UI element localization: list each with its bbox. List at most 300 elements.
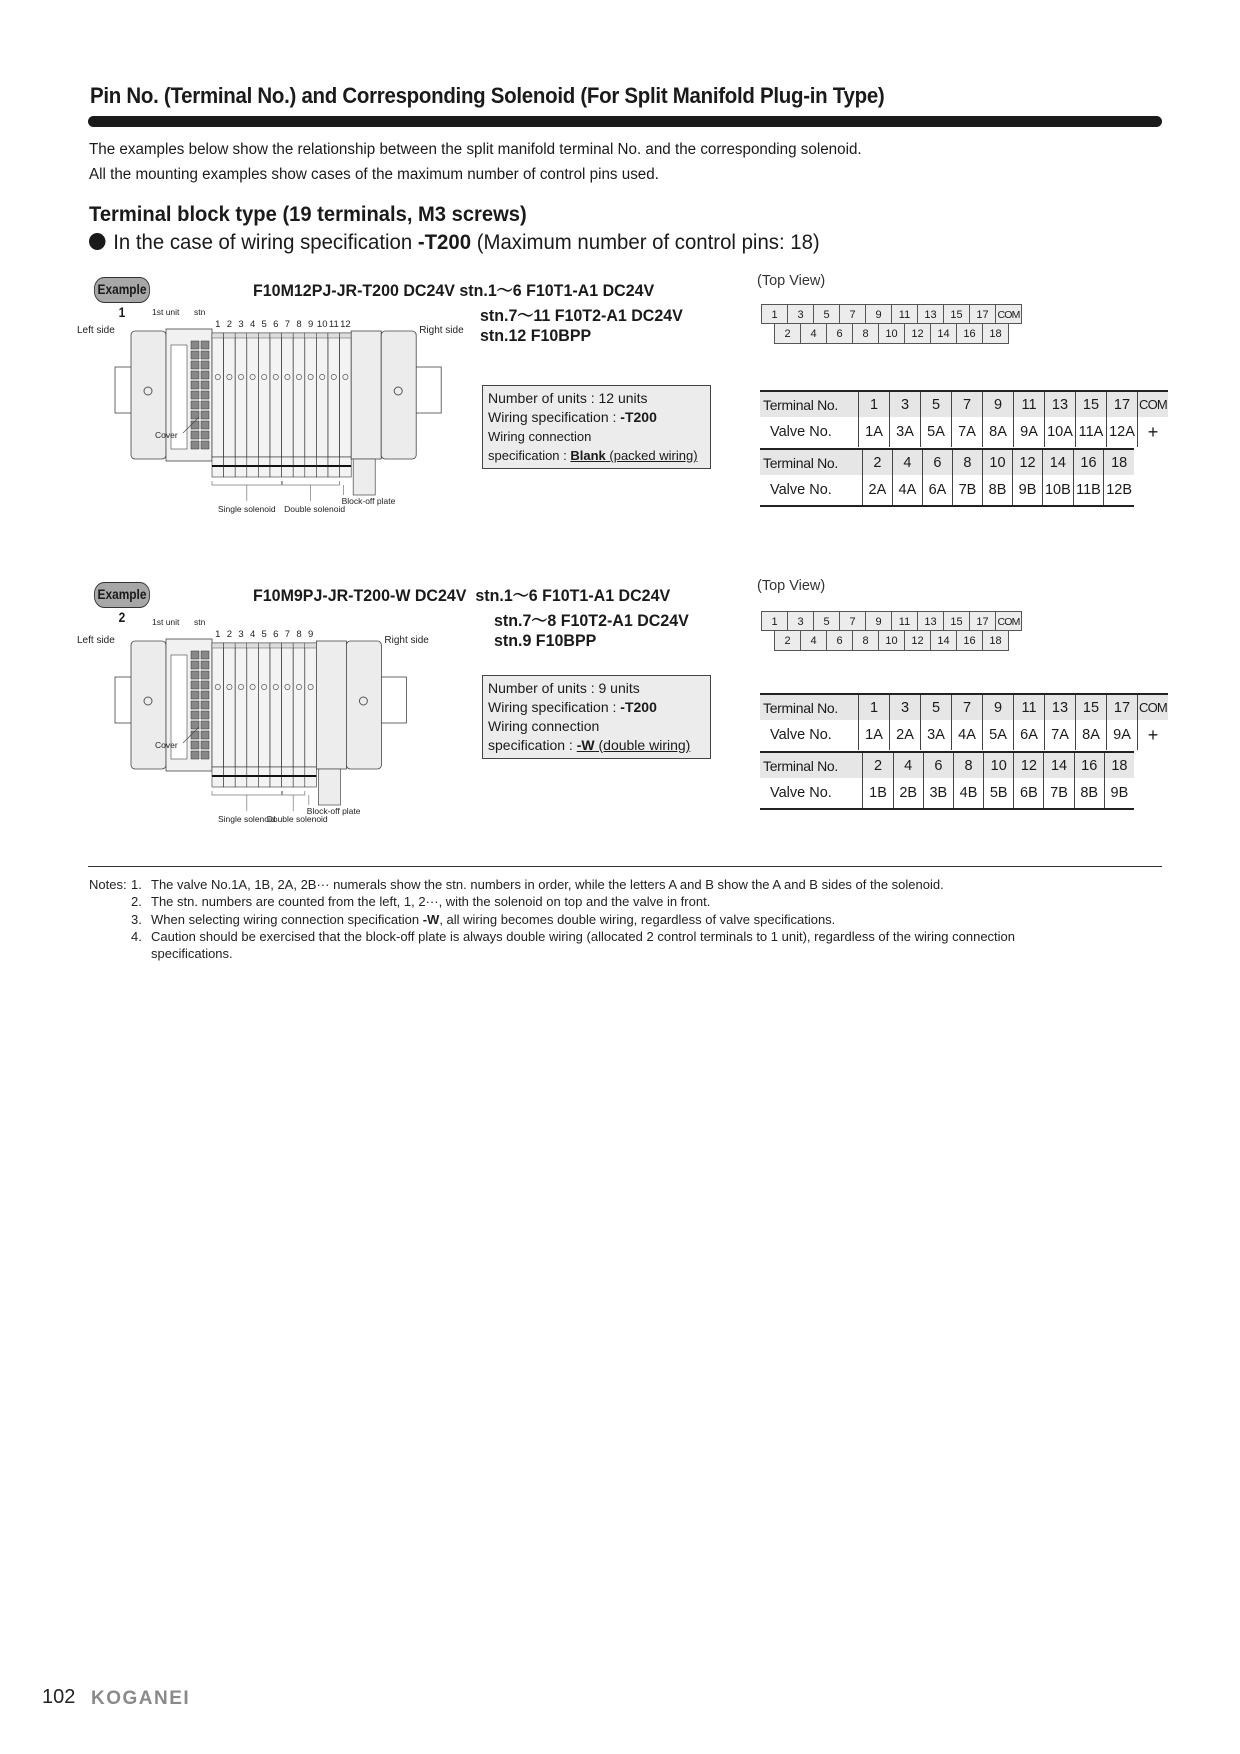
top-view-terminal: 6 — [826, 324, 853, 344]
stn-label: stn — [194, 617, 206, 627]
valve-label: Valve No. — [770, 785, 832, 801]
terminal-label: Terminal No. — [760, 449, 862, 475]
spec-units: Number of units : 9 units — [488, 680, 640, 696]
stn-label: stn — [194, 307, 206, 317]
valve-number-cell: 8B — [982, 475, 1012, 506]
terminal-number-cell: 12 — [1013, 449, 1043, 475]
terminal-label: Terminal No. — [760, 391, 859, 417]
supply-block — [316, 641, 346, 769]
station-unit — [282, 333, 294, 477]
terminal-number-cell: 3 — [890, 391, 921, 417]
station-body — [224, 333, 236, 457]
station-unit — [235, 643, 247, 787]
terminal-screw-icon — [201, 391, 209, 399]
ab-label-strip — [282, 333, 294, 338]
station-unit — [340, 333, 352, 477]
spec-conn-note: (packed wiring) — [605, 448, 698, 463]
top-view-terminal: 14 — [930, 324, 957, 344]
note-1 — [89, 876, 1169, 893]
station-body — [247, 333, 259, 457]
terminal-number-cell: 5 — [921, 391, 952, 417]
ab-label-strip — [224, 643, 236, 648]
terminal-screw-icon — [201, 421, 209, 429]
station-body — [247, 643, 259, 767]
top-view-terminal: 8 — [852, 324, 879, 344]
example-1-spec-box — [482, 385, 711, 469]
supply-block — [351, 331, 381, 459]
terminal-screw-icon — [201, 351, 209, 359]
station-number: 2 — [226, 319, 233, 330]
terminal-number-cell: COM — [1138, 694, 1169, 720]
example-1-model-line-1: F10M12PJ-JR-T200 DC24V stn.1〜6 F10T1-A1 DC24V — [253, 282, 655, 300]
top-view-terminal: 18 — [982, 324, 1009, 344]
top-view-terminal: 11 — [891, 611, 918, 631]
terminal-screw-icon — [201, 361, 209, 369]
station-number: 11 — [328, 319, 339, 330]
example-2-top-view-top-row — [762, 611, 1022, 631]
valve-number-cell: 7B — [952, 475, 982, 506]
valve-number-cell: 5B — [984, 778, 1014, 809]
example-2-model-line-3: stn.9 F10BPP — [494, 632, 597, 650]
terminal-screw-icon — [201, 731, 209, 739]
station-unit — [235, 333, 247, 477]
ab-label-strip — [258, 643, 270, 648]
odd-terminal-table — [760, 390, 1168, 447]
note-text-pre: When selecting wiring connection specification — [151, 911, 423, 927]
station-body — [258, 333, 270, 457]
example-1-top-view-top-row — [762, 304, 1022, 324]
bullet-icon — [89, 233, 105, 250]
terminal-number-cell: 14 — [1044, 752, 1074, 778]
station-unit — [247, 643, 259, 787]
terminal-screw-icon — [201, 661, 209, 669]
station-body — [293, 333, 305, 457]
station-number: 7 — [284, 319, 291, 330]
valve-number-cell: 3A — [890, 417, 921, 447]
top-view-terminal: 4 — [800, 631, 827, 651]
terminal-screw-icon — [191, 681, 199, 689]
top-view-terminal: 9 — [865, 611, 892, 631]
station-unit — [316, 333, 328, 477]
valve-number-cell: 3B — [923, 778, 953, 809]
station-number: 6 — [273, 319, 279, 330]
even-terminal-table — [760, 448, 1134, 507]
terminal-screw-icon — [201, 681, 209, 689]
single-solenoid-label: Single solenoid — [217, 814, 276, 824]
ab-label-strip — [247, 333, 259, 338]
terminal-screw-icon — [201, 701, 209, 709]
terminal-screw-icon — [201, 741, 209, 749]
terminal-screw-icon — [191, 741, 199, 749]
spec-conn-note: (double wiring) — [594, 737, 691, 753]
top-view-terminal: 13 — [917, 304, 944, 324]
terminal-label: Terminal No. — [760, 752, 863, 778]
terminal-number-cell: 12 — [1014, 752, 1044, 778]
terminal-number-cell: 7 — [952, 694, 983, 720]
top-view-terminal: 10 — [878, 324, 905, 344]
spec-conn-line1: Wiring connection — [488, 429, 592, 444]
ab-label-strip — [305, 643, 317, 648]
top-view-terminal: 3 — [787, 304, 814, 324]
terminal-number-cell: 4 — [892, 449, 922, 475]
station-number: 4 — [249, 629, 256, 640]
case-code: -T200 — [417, 231, 472, 254]
top-view-terminal: 16 — [956, 631, 983, 651]
terminal-screw-icon — [201, 381, 209, 389]
station-body — [258, 643, 270, 767]
valve-label: Valve No. — [770, 424, 832, 440]
valve-number-cell: 6A — [1014, 720, 1045, 750]
case-suffix: (Maximum number of control pins: 18) — [471, 231, 820, 254]
ab-label-strip — [293, 643, 305, 648]
spec-conn — [488, 736, 705, 755]
terminal-number-cell: 4 — [893, 752, 923, 778]
station-unit — [305, 333, 317, 477]
valve-number-cell: 3A — [921, 720, 952, 750]
terminal-screw-icon — [191, 431, 199, 439]
station-number: 6 — [273, 629, 279, 640]
top-view-terminal: 9 — [865, 304, 892, 324]
station-body — [235, 333, 247, 457]
station-number: 2 — [226, 629, 233, 640]
note-text: The stn. numbers are counted from the left, 1, 2···, with the solenoid on top and the valve in front. — [151, 894, 711, 910]
ab-label-strip — [235, 643, 247, 648]
valve-label: Valve No. — [770, 727, 832, 743]
example-2-manifold-diagram — [75, 615, 475, 855]
valve-number-cell: 4A — [892, 475, 922, 506]
station-number: 9 — [307, 629, 314, 640]
odd-terminal-table — [760, 693, 1168, 750]
top-view-terminal: 2 — [774, 631, 801, 651]
note-number: 1. — [131, 877, 142, 892]
terminal-number-cell: 18 — [1104, 449, 1134, 475]
top-view-terminal: 16 — [956, 324, 983, 344]
terminal-number-cell: 3 — [890, 694, 921, 720]
valve-number-cell: + — [1138, 720, 1169, 750]
terminal-screw-icon — [191, 401, 199, 409]
terminal-number-cell: 11 — [1014, 391, 1045, 417]
station-body — [305, 643, 317, 767]
case-prefix: In the case of wiring specification — [113, 231, 418, 254]
terminal-screw-icon — [201, 721, 209, 729]
terminal-number-cell: COM — [1138, 391, 1169, 417]
terminal-number-cell: 9 — [983, 391, 1014, 417]
station-unit — [293, 643, 305, 787]
station-unit — [328, 333, 340, 477]
double-bracket — [283, 791, 305, 795]
case-line — [89, 231, 820, 255]
ab-label-strip — [258, 333, 270, 338]
station-body — [340, 333, 352, 457]
ab-label-strip — [212, 333, 224, 338]
terminal-number-cell: 6 — [923, 752, 953, 778]
station-number: 4 — [249, 319, 256, 330]
station-unit — [282, 643, 294, 787]
valve-number-cell: 11A — [1076, 417, 1107, 447]
terminal-label: Terminal No. — [760, 694, 859, 720]
terminal-number-cell: 8 — [952, 449, 982, 475]
valve-number-cell: 5A — [921, 417, 952, 447]
spec-conn-value: -W — [576, 737, 595, 753]
spec-wiring-value: -T200 — [620, 699, 657, 715]
double-bracket — [283, 481, 340, 485]
top-view-terminal: 5 — [813, 611, 840, 631]
valve-number-cell: 10A — [1045, 417, 1076, 447]
section-heading: Terminal block type (19 terminals, M3 screws) — [89, 203, 527, 226]
ab-label-strip — [224, 333, 236, 338]
terminal-number-cell: 15 — [1076, 391, 1107, 417]
note-text-post: , all wiring becomes double wiring, regardless of valve specifications. — [439, 911, 836, 927]
top-view-terminal: COM — [995, 611, 1022, 631]
block-off-plate-label: Block-off plate — [341, 496, 396, 506]
station-number: 3 — [238, 319, 244, 330]
example-1-manifold-diagram — [75, 305, 475, 545]
spec-wiring — [488, 698, 705, 717]
station-body — [224, 643, 236, 767]
single-bracket — [212, 481, 282, 485]
ab-label-strip — [293, 333, 305, 338]
intro-line-1: The examples below show the relationship between the split manifold terminal No. and the corresponding solenoid. — [89, 141, 862, 158]
double-solenoid-label: Double solenoid — [266, 814, 328, 824]
valve-number-cell: 2A — [862, 475, 892, 506]
terminal-number-cell: 10 — [984, 752, 1014, 778]
fitting-icon — [318, 769, 340, 805]
terminal-screw-icon — [201, 341, 209, 349]
example-1-model-line-2: stn.7〜11 F10T2-A1 DC24V — [480, 307, 683, 325]
station-body — [316, 333, 328, 457]
note-text-continuation: specifications. — [151, 946, 233, 962]
terminal-number-cell: 8 — [953, 752, 983, 778]
valve-number-cell: 9B — [1013, 475, 1043, 506]
terminal-number-cell: 16 — [1074, 752, 1104, 778]
terminal-number-cell: 1 — [859, 694, 890, 720]
valve-number-cell: 5A — [983, 720, 1014, 750]
block-off-plate-label: Block-off plate — [306, 806, 361, 816]
example-2-model-line-1: F10M9PJ-JR-T200-W DC24V stn.1〜6 F10T1-A1 DC24V — [253, 587, 671, 605]
station-body — [282, 333, 294, 457]
station-body — [270, 643, 282, 767]
station-number: 3 — [238, 629, 244, 640]
terminal-screw-icon — [191, 661, 199, 669]
top-view-terminal: 6 — [826, 631, 853, 651]
spec-wiring-value: -T200 — [620, 409, 657, 425]
station-number: 5 — [261, 319, 267, 330]
top-view-terminal: 4 — [800, 324, 827, 344]
top-view-terminal: 7 — [839, 611, 866, 631]
terminal-screw-icon — [191, 361, 199, 369]
terminal-screw-icon — [191, 341, 199, 349]
terminal-screw-icon — [191, 421, 199, 429]
valve-number-cell: 4B — [953, 778, 983, 809]
terminal-screw-icon — [201, 691, 209, 699]
valve-number-cell: 9A — [1014, 417, 1045, 447]
example-2-top-view-bottom-row — [775, 631, 1009, 651]
note-4-continuation — [89, 945, 1169, 962]
note-number: 2. — [131, 894, 142, 910]
terminal-screw-icon — [191, 701, 199, 709]
spec-conn-label: specification : — [488, 737, 577, 753]
spec-wiring — [488, 408, 705, 427]
valve-number-cell: 7B — [1044, 778, 1074, 809]
station-unit — [258, 333, 270, 477]
intro-line-2: All the mounting examples show cases of the maximum number of control pins used. — [89, 166, 659, 183]
top-view-terminal: 5 — [813, 304, 840, 324]
terminal-number-cell: 5 — [921, 694, 952, 720]
terminal-screw-icon — [201, 671, 209, 679]
valve-number-cell: 7A — [952, 417, 983, 447]
station-number: 10 — [316, 319, 328, 330]
note-2 — [89, 893, 1169, 910]
first-unit-label: 1st unit — [152, 307, 180, 317]
terminal-screw-icon — [201, 411, 209, 419]
ab-label-strip — [282, 643, 294, 648]
terminal-number-cell: 9 — [983, 694, 1014, 720]
terminal-screw-icon — [191, 711, 199, 719]
terminal-screw-icon — [201, 371, 209, 379]
valve-number-cell: 6A — [922, 475, 952, 506]
title-underline-bar — [88, 116, 1162, 127]
top-view-terminal: 13 — [917, 611, 944, 631]
top-view-terminal: 14 — [930, 631, 957, 651]
terminal-screw-icon — [201, 441, 209, 449]
valve-number-cell: 4A — [952, 720, 983, 750]
station-number: 1 — [215, 319, 221, 330]
terminal-number-cell: 15 — [1076, 694, 1107, 720]
station-unit — [305, 643, 317, 787]
top-view-terminal: 11 — [891, 304, 918, 324]
station-number: 12 — [340, 319, 351, 330]
valve-label: Valve No. — [770, 482, 832, 498]
valve-number-cell: 8B — [1074, 778, 1104, 809]
terminal-number-cell: 14 — [1043, 449, 1074, 475]
valve-number-cell: 1A — [859, 417, 890, 447]
ab-label-strip — [305, 333, 317, 338]
terminal-number-cell: 18 — [1104, 752, 1134, 778]
station-number: 5 — [261, 629, 267, 640]
top-view-terminal: 15 — [943, 611, 970, 631]
example-1-badge: Example 1 — [94, 277, 150, 303]
valve-number-cell: 11B — [1073, 475, 1104, 506]
terminal-screw-icon — [191, 731, 199, 739]
terminal-screw-icon — [191, 671, 199, 679]
valve-number-cell: 1B — [863, 778, 893, 809]
terminal-screw-icon — [201, 711, 209, 719]
spec-conn — [488, 446, 705, 465]
notes-section — [89, 876, 1169, 962]
top-view-terminal: 7 — [839, 304, 866, 324]
even-terminal-table — [760, 751, 1134, 810]
valve-number-cell: 9A — [1107, 720, 1138, 750]
example-1-top-view-label: (Top View) — [757, 273, 826, 289]
terminal-number-cell: 17 — [1107, 391, 1138, 417]
top-view-terminal: 1 — [761, 304, 788, 324]
valve-number-cell: 12A — [1107, 417, 1138, 447]
spec-conn-line1: Wiring connection — [488, 718, 600, 734]
example-1-top-view-bottom-row — [775, 324, 1009, 344]
note-text — [151, 911, 835, 928]
station-unit — [293, 333, 305, 477]
valve-number-cell: 8A — [1076, 720, 1107, 750]
top-view-terminal: 2 — [774, 324, 801, 344]
example-2-top-view-label: (Top View) — [757, 578, 826, 594]
cover-label: Cover — [155, 430, 178, 440]
note-text: The valve No.1A, 1B, 2A, 2B··· numerals show the stn. numbers in order, while the letters A and B show the A and B sides of the solenoid. — [151, 877, 944, 892]
fitting-icon — [353, 459, 375, 495]
note-text: Caution should be exercised that the block-off plate is always double wiring (allocated 2 control terminals to 1 unit), regardless of the wiring connection — [151, 928, 1016, 944]
page-number: 102 — [42, 1686, 76, 1708]
station-unit — [247, 333, 259, 477]
note-3 — [89, 911, 1169, 928]
valve-number-cell: + — [1138, 417, 1169, 447]
notes-lead: Notes: — [89, 877, 127, 892]
valve-number-cell: 9B — [1104, 778, 1134, 809]
note-text-bold: -W — [422, 911, 440, 927]
top-view-terminal: 12 — [904, 631, 931, 651]
valve-number-cell: 2A — [890, 720, 921, 750]
station-body — [212, 643, 224, 767]
ab-label-strip — [212, 643, 224, 648]
station-unit — [212, 333, 224, 477]
terminal-screw-icon — [191, 751, 199, 759]
note-number: 3. — [131, 911, 142, 927]
terminal-number-cell: 2 — [862, 449, 892, 475]
terminal-number-cell: 13 — [1045, 694, 1076, 720]
top-view-terminal: 12 — [904, 324, 931, 344]
terminal-number-cell: 1 — [859, 391, 890, 417]
example-1-mapping-table — [760, 390, 1168, 512]
station-body — [212, 333, 224, 457]
terminal-screw-icon — [191, 351, 199, 359]
station-number: 8 — [296, 319, 302, 330]
terminal-screw-icon — [201, 651, 209, 659]
top-view-terminal: 3 — [787, 611, 814, 631]
terminal-screw-icon — [191, 371, 199, 379]
terminal-number-cell: 11 — [1014, 694, 1045, 720]
notes-divider — [88, 866, 1162, 867]
top-view-terminal: 17 — [969, 304, 996, 324]
spec-wiring-label: Wiring specification : — [488, 409, 621, 425]
terminal-screw-icon — [191, 381, 199, 389]
cover-label: Cover — [155, 740, 178, 750]
valve-number-cell: 6B — [1014, 778, 1044, 809]
spec-conn-value: Blank — [570, 448, 606, 463]
spec-units: Number of units : 12 units — [488, 390, 648, 406]
terminal-number-cell: 13 — [1045, 391, 1076, 417]
station-body — [270, 333, 282, 457]
double-solenoid-label: Double solenoid — [284, 504, 346, 514]
terminal-screw-icon — [191, 651, 199, 659]
first-unit-label: 1st unit — [152, 617, 180, 627]
right-side-label: Right side — [384, 635, 429, 646]
station-body — [293, 643, 305, 767]
valve-number-cell: 1A — [859, 720, 890, 750]
logo-wordmark: KOGANEI — [91, 1688, 191, 1708]
ab-label-strip — [316, 333, 328, 338]
valve-number-cell: 10B — [1043, 475, 1074, 506]
station-body — [282, 643, 294, 767]
spec-conn-label: specification : — [488, 448, 571, 463]
ab-label-strip — [247, 643, 259, 648]
terminal-screw-icon — [201, 401, 209, 409]
ab-label-strip — [235, 333, 247, 338]
top-view-terminal: 15 — [943, 304, 970, 324]
valve-number-cell: 8A — [983, 417, 1014, 447]
example-2-mapping-table — [760, 693, 1168, 815]
terminal-number-cell: 2 — [863, 752, 893, 778]
top-view-terminal: 1 — [761, 611, 788, 631]
top-view-terminal: COM — [995, 304, 1022, 324]
station-unit — [212, 643, 224, 787]
